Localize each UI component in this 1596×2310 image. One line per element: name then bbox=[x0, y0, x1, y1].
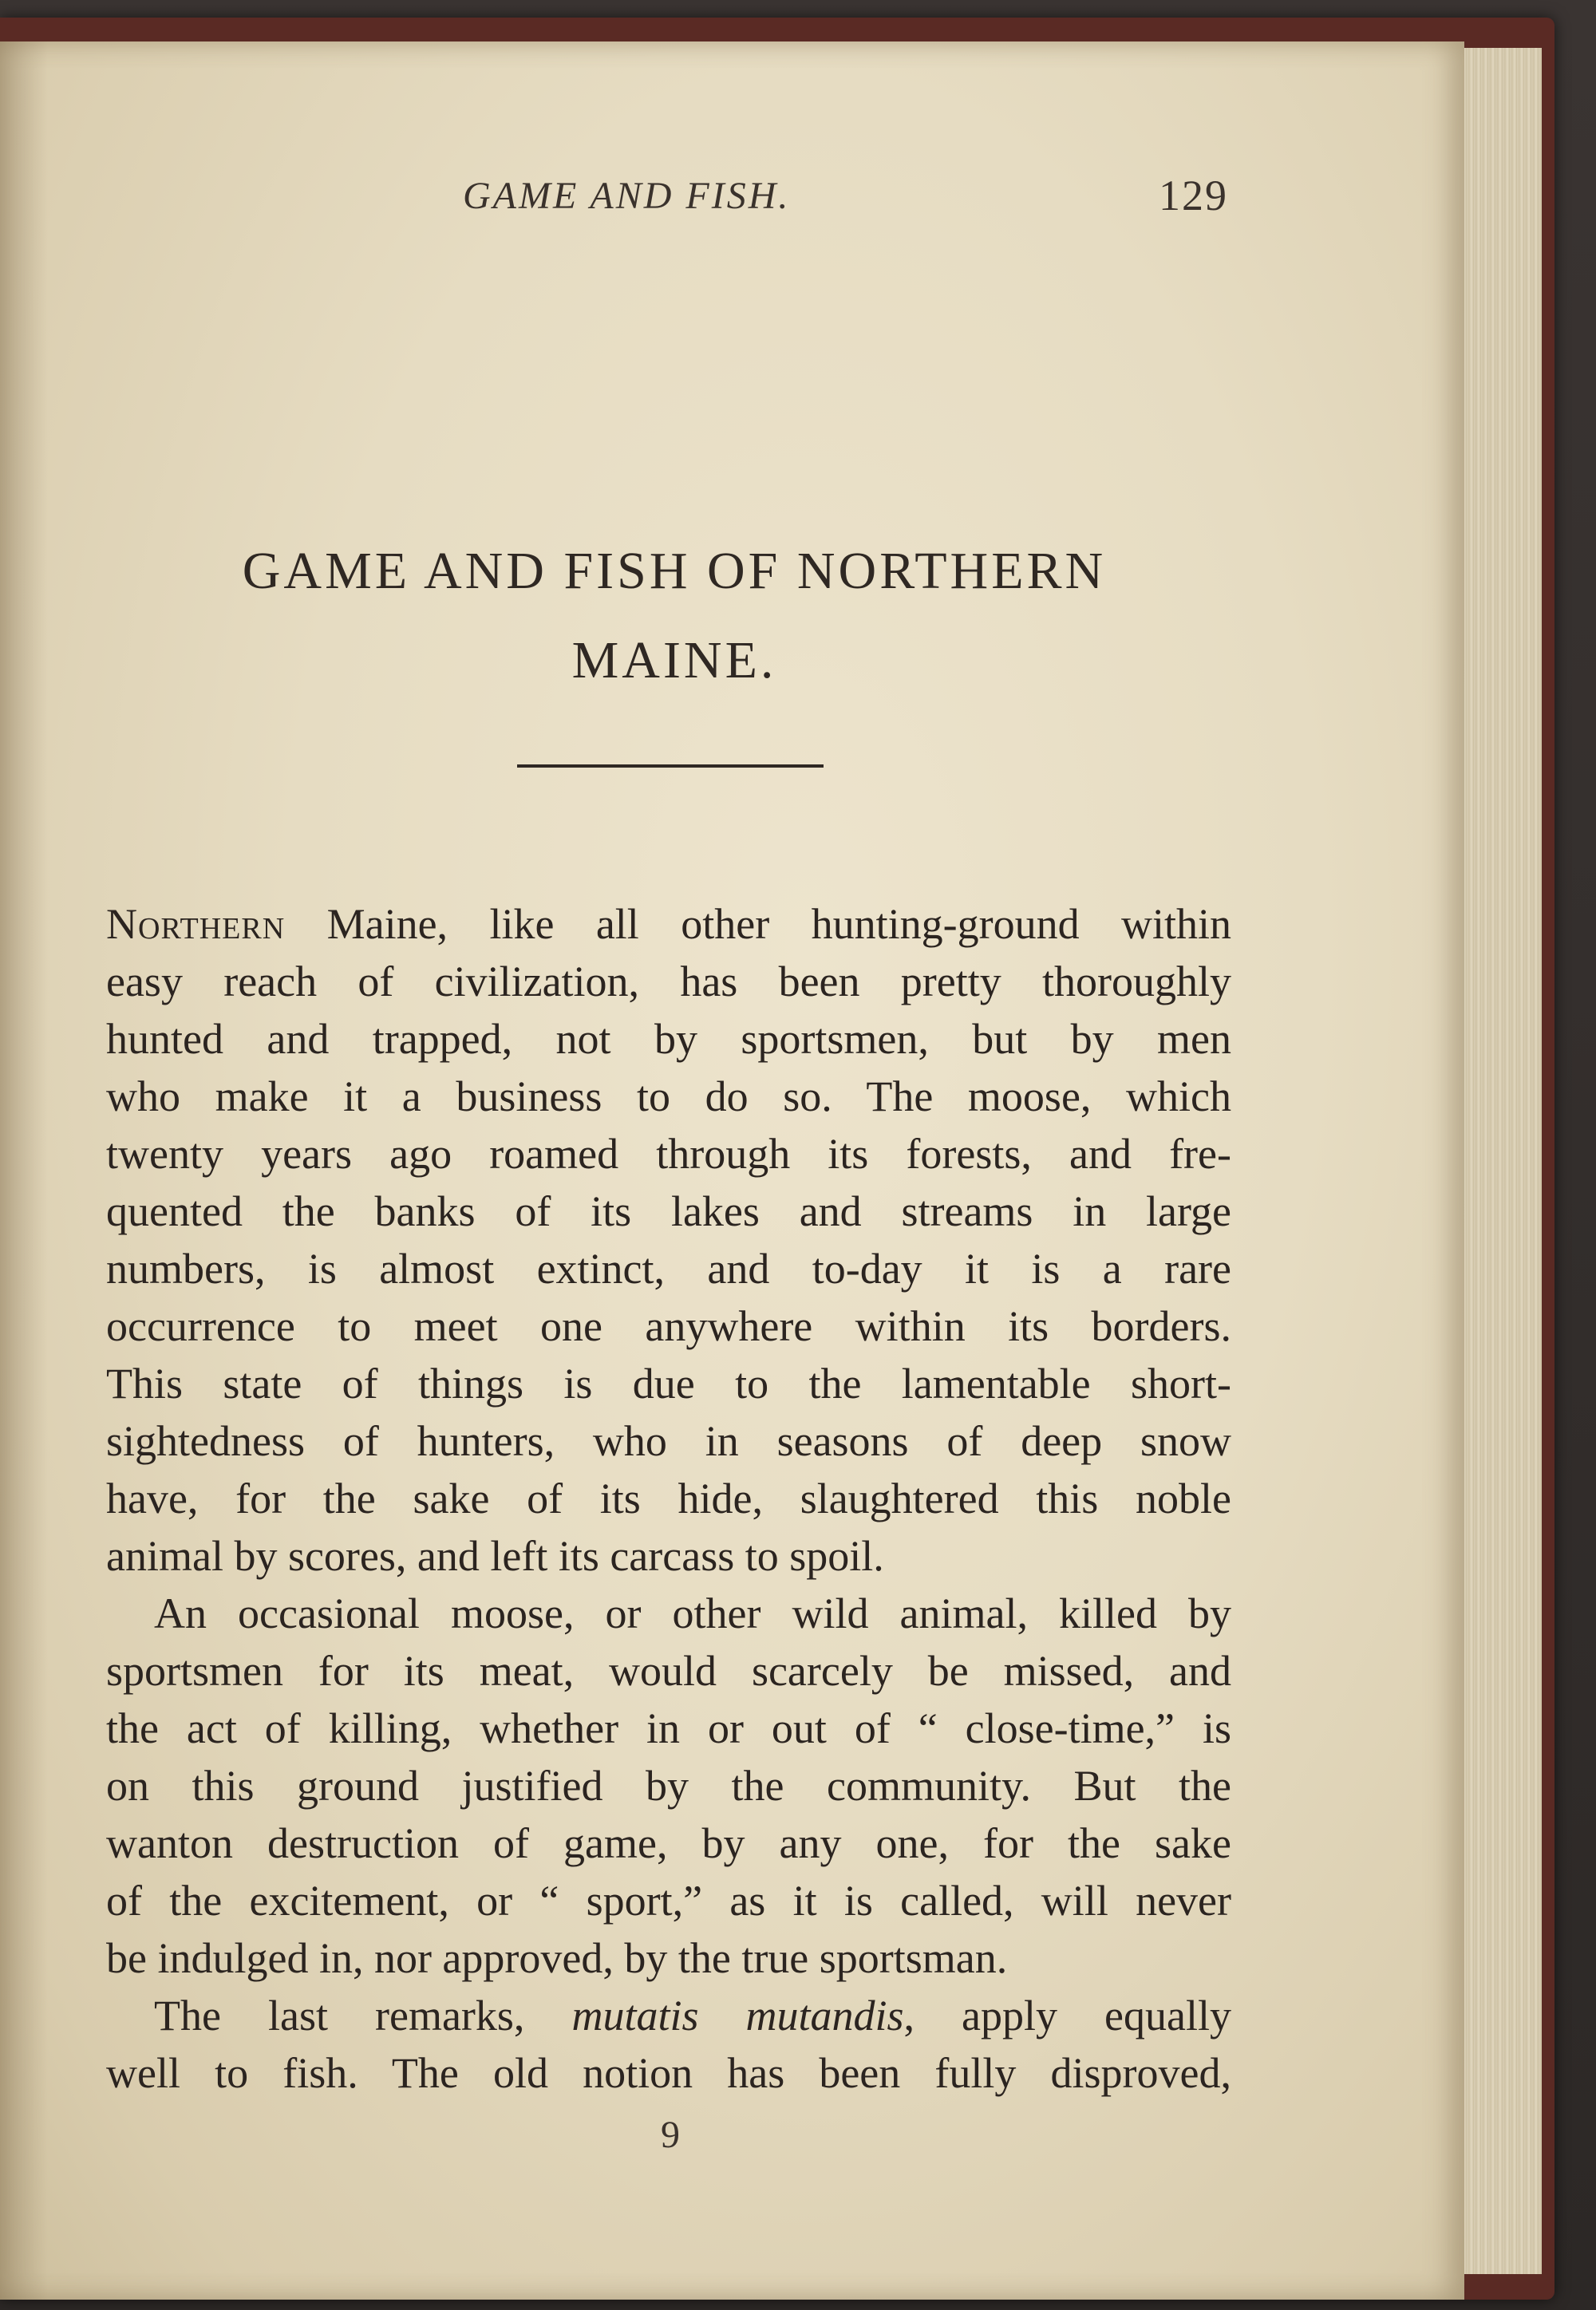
chapter-title-line-2: MAINE. bbox=[571, 631, 777, 689]
text-line: An occasional moose, or other wild animal, killed by bbox=[154, 1589, 1231, 1637]
text-line: occurrence to meet one anywhere within its borders. bbox=[106, 1302, 1231, 1350]
running-head: GAME AND FISH. bbox=[463, 175, 791, 217]
text-line: on this ground justified by the community. But the bbox=[106, 1762, 1231, 1810]
spine-shadow bbox=[0, 41, 48, 2300]
text-line: have, for the sake of its hide, slaughtered this noble bbox=[106, 1475, 1231, 1522]
text-line: easy reach of civilization, has been pretty thoroughly bbox=[106, 958, 1231, 1005]
chapter-title bbox=[96, 527, 1253, 705]
text-line: of the excitement, or “ sport,” as it is called, will never bbox=[106, 1877, 1231, 1925]
text-line: who make it a business to do so. The moose, which bbox=[106, 1072, 1231, 1120]
text-line: sportsmen for its meat, would scarcely be missed, and bbox=[106, 1647, 1231, 1695]
chapter-title-line-1: GAME AND FISH OF NORTHERN bbox=[242, 542, 1107, 600]
page-number: 129 bbox=[1159, 172, 1228, 219]
text-line: well to fish. The old notion has been fully disproved, bbox=[106, 2049, 1231, 2097]
signature-mark: 9 bbox=[661, 2114, 680, 2156]
text-line: The last remarks, mutatis mutandis, apply equally bbox=[154, 1992, 1232, 2040]
text-line: wanton destruction of game, by any one, for the sake bbox=[106, 1819, 1231, 1867]
text-line: the act of killing, whether in or out of “ close-time,” is bbox=[106, 1704, 1231, 1752]
italic-phrase: mutatis mutandis bbox=[571, 1992, 904, 2040]
text-line: be indulged in, nor approved, by the true sportsman. bbox=[106, 1934, 1008, 1982]
text-line: sightedness of hunters, who in seasons of deep snow bbox=[106, 1417, 1231, 1465]
text-line: quented the banks of its lakes and streams in large bbox=[106, 1187, 1231, 1235]
text-line: hunted and trapped, not by sportsmen, but by men bbox=[106, 1015, 1231, 1063]
text-line: numbers, is almost extinct, and to-day it is a rare bbox=[106, 1245, 1231, 1293]
title-rule bbox=[517, 764, 824, 768]
text-line: twenty years ago roamed through its forests, and fre- bbox=[106, 1130, 1231, 1178]
text-line: This state of things is due to the lamentable short- bbox=[106, 1360, 1231, 1408]
drop-word: Northern bbox=[106, 900, 286, 948]
body-text bbox=[106, 895, 1231, 2102]
text-line: animal by scores, and left its carcass to spoil. bbox=[106, 1532, 884, 1580]
text-line: Northern Maine, like all other hunting-ground within bbox=[106, 900, 1231, 948]
